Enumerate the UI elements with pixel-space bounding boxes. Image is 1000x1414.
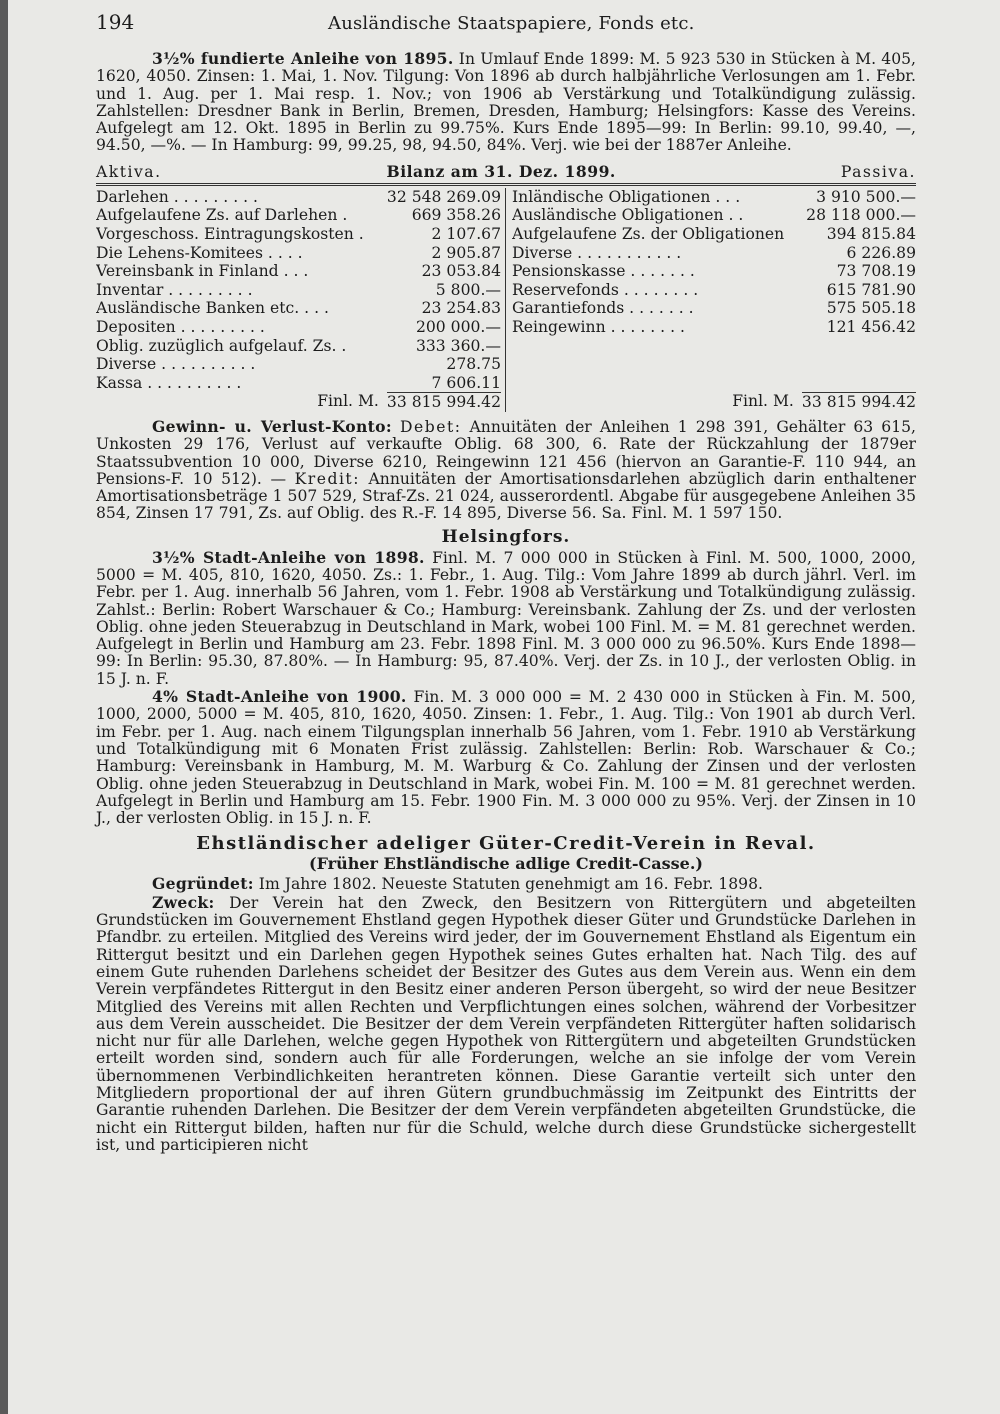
aktiva-row [96,374,501,393]
passiva-row [512,299,916,318]
aktiva-amount: 23 254.83 [421,299,501,318]
aktiva-label: Depositen . . . . . . . . . [96,317,265,336]
gv-kredit-label: Kredit: [294,469,360,488]
aktiva-row [96,337,501,356]
passiva-label: Reingewinn . . . . . . . . [512,317,685,336]
aktiva-amount: 7 606.11 [431,373,501,392]
loan-1900-heading: 4% Stadt-Anleihe von 1900. [152,687,407,707]
gv-paragraph [96,418,916,523]
reval-subtitle: (Früher Ehstländische adlige Credit-Casse.) [309,854,703,874]
passiva-row [512,244,916,263]
reval-title: Ehstländischer adeliger Güter-Credit-Verein in Reval. [196,833,816,855]
aktiva-amount: 2 107.67 [431,224,501,243]
page-number: 194 [96,10,135,34]
aktiva-amount: 23 053.84 [421,262,501,281]
aktiva-label: Vorgeschoss. Eintragungskosten . [96,224,364,243]
passiva-row [512,206,916,225]
passiva-amount: 394 815.84 [826,224,916,243]
passiva-total [512,392,916,412]
passiva-amount: 28 118 000.— [806,206,916,225]
passiva-amount: 3 910 500.— [816,187,916,206]
aktiva-amount: 5 800.— [435,280,501,299]
purpose-paragraph [96,894,916,1154]
passiva-label: Inländische Obligationen . . . [512,187,741,206]
loan-1895-text: In Umlauf Ende 1899: M. 5 923 530 in Stücken à M. 405, 1620, 4050. Zinsen: 1. Mai, 1. Nov. Tilgung: Von 1896 ab durch halbjährliche Verlosungen am 1. Febr. und 1. Aug. per 1. Mai resp. 1. Nov.; von 1906 ab Verstärkung und Totalkündigung zulässig. Zahlstellen: Dresdner Bank in Berlin, Bremen, Dresden, Hamburg; Helsingfors: Kasse des Vereins. Aufgelegt am 12. Okt. 1895 in Berlin zu 99.75%. Kurs Ende 1895—99: In Berlin: 99.10, 99.40, —, 94.50, —%. — In Hamburg: 99, 99.25, 98, 94.50, 84%. Verj. wie bei der 1887er Anleihe. [96,50,916,155]
aktiva-total-amount: 33 815 994.42 [386,393,501,412]
aktiva-row [96,281,501,300]
founded-label: Gegründet: [152,874,254,894]
loan-1895-heading: 3½% fundierte Anleihe von 1895. [152,49,454,68]
passiva-row [512,225,916,244]
scan-edge [0,0,8,1414]
passiva-label: Passiva. [840,162,916,181]
page-header [96,10,916,50]
passiva-total-label: Finl. M. [732,392,794,411]
passiva-label: Aufgelaufene Zs. der Obligationen [512,224,785,243]
passiva-label: Ausländische Obligationen . . [512,206,744,225]
aktiva-label: Die Lehens-Komitees . . . . [96,243,303,262]
aktiva-row [96,206,501,225]
passiva-amount: 575 505.18 [826,299,916,318]
aktiva-label: Ausländische Banken etc. . . . [96,299,329,318]
passiva-total-amount: 33 815 994.42 [801,393,916,412]
aktiva-amount: 278.75 [446,355,501,374]
aktiva-amount: 200 000.— [415,317,501,336]
balance-header [96,159,916,186]
passiva-amount: 73 708.19 [836,262,916,281]
passiva-column [506,188,916,412]
gv-debet-text: Annuitäten der Anleihen 1 298 391, Gehälter 63 615, Unkosten 29 176, Verlust auf verkaufte Oblig. 68 300, 6. Rate der Rückzahlung der 1879er Staatssubvention 10 000, Diverse 6210, Reingewinn 121 456 (hiervon an Garantie-F. 110 944, an Pensions-F. 10 512). — [96,417,916,488]
aktiva-row [96,355,501,374]
running-title: Ausländische Staatspapiere, Fonds etc. [328,13,695,34]
aktiva-label: Inventar . . . . . . . . . [96,280,253,299]
aktiva-row [96,244,501,263]
loan-1898-paragraph [96,549,916,688]
loan-1900-paragraph [96,688,916,827]
balance-title: Bilanz am 31. Dez. 1899. [386,161,616,181]
passiva-row [512,318,916,337]
aktiva-row [96,188,501,207]
founded-paragraph [96,875,916,893]
aktiva-label: Diverse . . . . . . . . . . [96,355,256,374]
gv-debet-label: Debet: [400,417,462,436]
aktiva-row [96,318,501,337]
passiva-label: Garantiefonds . . . . . . . [512,299,694,318]
purpose-label: Zweck: [152,892,215,912]
aktiva-row [96,262,501,281]
passiva-amount: 615 781.90 [826,280,916,299]
aktiva-label: Aktiva. [96,162,162,181]
aktiva-column [96,188,506,412]
passiva-label: Reservefonds . . . . . . . . [512,280,699,299]
aktiva-amount: 333 360.— [415,336,501,355]
helsingfors-title: Helsingfors. [441,526,571,547]
loan-1898-heading: 3½% Stadt-Anleihe von 1898. [152,547,425,567]
passiva-amount: 6 226.89 [846,243,916,262]
loan-1900-text: Fin. M. 3 000 000 = M. 2 430 000 in Stücken à Fin. M. 500, 1000, 2000, 5000 = M. 405, 810, 1620, 4050. Zinsen: 1. Febr., 1. Aug. Tilg.: Von 1901 ab durch Verl. im Febr. per 1. Aug. nach einem Tilgungsplan innerhalb 56 Jahren, vom 1. Febr. 1910 ab Verstärkung und Totalkündigung mit 6 Monaten Frist zulässig. Zahlstellen: Berlin: Rob. Warschauer & Co.; Hamburg: Vereinsbank in Hamburg, M. M. Warburg & Co. Zahlung der Zinsen und der verlosten Oblig. ohne jeden Steuerabzug in Deutschland in Mark, wobei Fin. M. 100 = M. 81 gerechnet werden. Aufgelegt in Berlin und Hamburg am 15. Febr. 1900 Fin. M. 3 000 000 zu 95%. Verj. der Zinsen in 10 J., der verlosten Oblig. in 15 J. n. F. [96,688,916,828]
aktiva-amount: 669 358.26 [411,206,501,225]
aktiva-total-label: Finl. M. [317,392,379,411]
loan-1898-text: Finl. M. 7 000 000 in Stücken à Finl. M. 500, 1000, 2000, 5000 = M. 405, 810, 1620, 4050. Zs.: 1. Febr., 1. Aug. Tilg.: Vom Jahre 1899 ab durch jährl. Verl. im Febr. per 1. Aug. innerhalb 56 Jahren, vom 1. Febr. 1908 ab Verstärkung und Totalkündigung zulässig. Zahlst.: Berlin: Robert Warschauer & Co.; Hamburg: Vereinsbank. Zahlung der Zs. und der verlosten Oblig. ohne jeden Steuerabzug in Deutschland in Mark, wobei 100 Finl. M. = M. 81 gerechnet werden. Aufgelegt in Berlin und Hamburg am 23. Febr. 1898 Finl. M. 3 000 000 zu 96.50%. Kurs Ende 1898—99: In Berlin: 95.30, 87.80%. — In Hamburg: 95, 87.40%. Verj. der Zs. in 10 J., der verlosten Oblig. in 15 J. n. F. [96,548,916,688]
passiva-label: Pensionskasse . . . . . . . [512,262,695,281]
passiva-label: Diverse . . . . . . . . . . . [512,243,682,262]
aktiva-label: Vereinsbank in Finland . . . [96,262,309,281]
aktiva-label: Darlehen . . . . . . . . . [96,187,259,206]
gv-kredit-text: Annuitäten der Amortisationsdarlehen abzüglich darin enthaltener Amortisationsbeträge 1 507 529, Straf-Zs. 21 024, ausserordentl. Abgabe für ausgegebene Anleihen 35 854, Zinsen 17 791, Zs. auf Oblig. des R.-F. 14 895, Diverse 56. Sa. Finl. M. 1 597 150. [96,469,917,523]
aktiva-row [96,299,501,318]
aktiva-label: Kassa . . . . . . . . . . [96,373,242,392]
balance-table [96,188,916,412]
aktiva-label: Aufgelaufene Zs. auf Darlehen . [96,206,348,225]
aktiva-label: Oblig. zuzüglich aufgelauf. Zs. . [96,336,347,355]
passiva-amount: 121 456.42 [826,317,916,336]
gv-heading: Gewinn- u. Verlust-Konto: [152,416,392,436]
aktiva-amount: 32 548 269.09 [386,187,501,206]
purpose-text: Der Verein hat den Zweck, den Besitzern von Rittergütern und abgeteilten Grundstücken im Gouvernement Ehstland gegen Hypothek dieser Güter und Grundstücke Darlehen in Pfandbr. zu erteilen. Mitglied des Vereins wird jeder, der im Gouvernement Ehstland als Eigentum ein Rittergut besitzt und ein Darlehen gegen Hypothek seines Gutes erhalten hat. Nach Tilg. des auf einem Gute ruhenden Darlehens scheidet der Besitzer des Gutes aus dem Verein aus. Wenn ein dem Verein verpfändetes Rittergut in den Besitz einer anderen Person übergeht, so wird der neue Besitzer Mitglied des Vereins mit allen Rechten und Verpflichtungen eines solchen, während der Vorbesitzer aus dem Verein ausscheidet. Die Besitzer der dem Verein verpfändeten Rittergüter haften solidarisch nicht nur für alle Darlehen, welche gegen Hypothek von Rittergütern und abgeteilten Grundstücken erteilt worden sind, sondern auch für alle Forderungen, welche an sie infolge der vom Verein übernommenen Verbindlichkeiten herantreten können. Diese Garantie verteilt sich unter den Mitgliedern proportional der auf ihren Gütern grundbuchmässig im Zeitpunkt des Eintritts der Garantie ruhenden Darlehen. Die Besitzer der dem Verein verpfändeten abgeteilten Grundstücke, die nicht ein Rittergut bilden, haften nur für die Schuld, welche durch diese Grundstücke sichergestellt ist, und participieren nicht [96,893,916,1154]
aktiva-row [96,225,501,244]
loan-1895-paragraph [96,50,916,155]
aktiva-amount: 2 905.87 [431,243,501,262]
passiva-row [512,281,916,300]
aktiva-total [96,392,501,412]
passiva-row [512,188,916,207]
founded-text: Im Jahre 1802. Neueste Statuten genehmigt am 16. Febr. 1898. [258,875,763,894]
passiva-row [512,262,916,281]
